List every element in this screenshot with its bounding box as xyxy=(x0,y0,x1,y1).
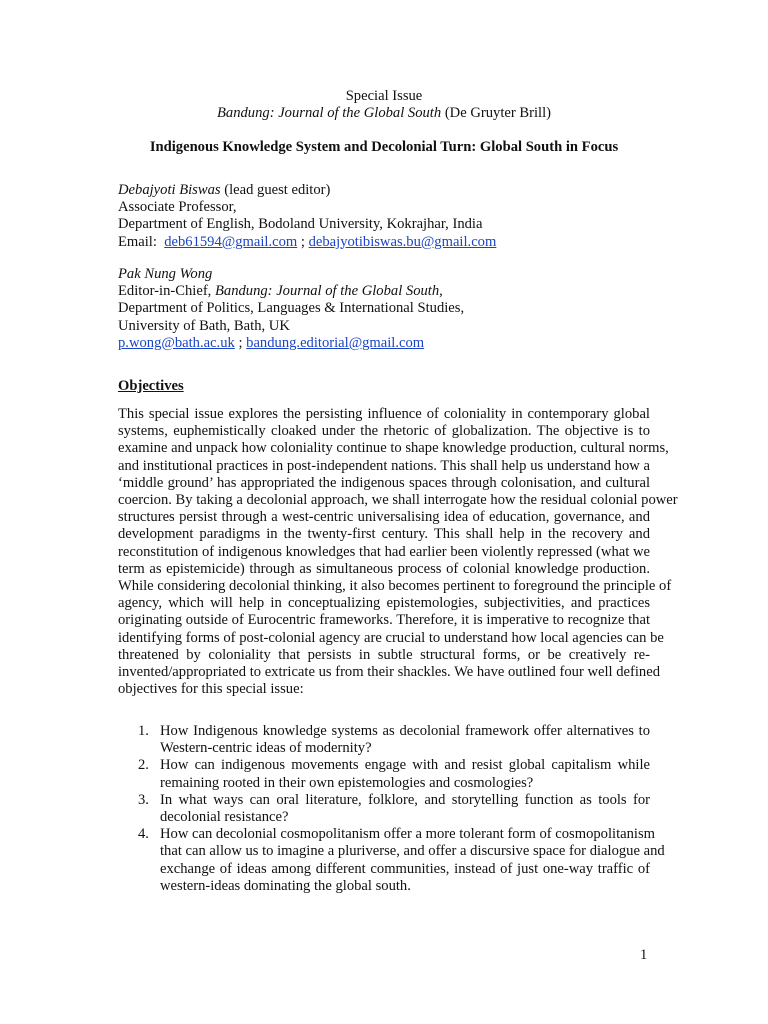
editor-in-chief-email-link-1[interactable]: p.wong@bath.ac.uk xyxy=(118,334,235,351)
paragraph-line: term as epistemicide) through as simultaneous process of colonial knowledge production. xyxy=(118,560,650,577)
paragraph-line: systems, euphemistically cloaked under the rhetoric of globalization. The objective is to xyxy=(118,423,650,440)
special-issue-label: Special Issue xyxy=(345,88,423,104)
list-item-line: How can decolonial cosmopolitanism offer a more tolerant form of cosmopolitanism xyxy=(160,826,655,843)
paragraph-line: and institutional practices in post-independent nations. This shall help us understand how a xyxy=(118,457,650,474)
list-item-line: decolonial resistance? xyxy=(160,809,289,826)
list-item-number: 4. xyxy=(138,826,149,843)
list-item-line: remaining rooted in their own epistemologies and cosmologies? xyxy=(160,774,534,791)
lead-editor-name: Debajyoti Biswas xyxy=(118,182,221,198)
paragraph-line: agency, which will help in conceptualizing epistemologies, subjectivities, and practices xyxy=(118,595,650,612)
paragraph-line: This special issue explores the persisting influence of coloniality in contemporary global xyxy=(118,406,650,422)
editor-in-chief-department: Department of Politics, Languages & International Studies, xyxy=(118,300,465,317)
lead-editor-email-link-2[interactable]: debajyotibiswas.bu@gmail.com xyxy=(308,233,497,250)
list-item-line: exchange of ideas among different communities, instead of just one-way traffic of xyxy=(160,860,650,877)
editor-in-chief-name: Pak Nung Wong xyxy=(118,266,213,282)
paragraph-line: identifying forms of post-colonial agency are crucial to understand how local agencies can be xyxy=(118,629,664,646)
paragraph-line: development paradigms in the twenty-first century. This shall help in the recovery and xyxy=(118,526,650,543)
paragraph-line: originating outside of Eurocentric frameworks. Therefore, it is imperative to recognize that xyxy=(118,612,650,629)
objectives-heading: Objectives xyxy=(118,378,184,394)
paragraph-line: structures persist through a west-centric universalising idea of education, governance, and xyxy=(118,509,650,526)
publisher-name: (De Gruyter Brill) xyxy=(441,105,551,121)
paragraph-line: examine and unpack how coloniality continue to shape knowledge production, cultural norms, xyxy=(118,440,669,457)
paragraph-line: objectives for this special issue: xyxy=(118,681,304,698)
journal-name: Bandung: Journal of the Global South xyxy=(217,105,442,121)
page-title: Indigenous Knowledge System and Decolonial Turn: Global South in Focus xyxy=(149,139,619,155)
list-item xyxy=(118,792,650,826)
paragraph-line: ‘middle ground’ has appropriated the indigenous spaces through colonisation, and cultural xyxy=(118,474,650,491)
lead-editor-department: Department of English, Bodoland University, Kokrajhar, India xyxy=(118,216,483,233)
objectives-paragraph xyxy=(118,406,678,698)
lead-editor-position: Associate Professor, xyxy=(118,199,237,216)
list-item xyxy=(118,757,650,791)
list-item-line: that can allow us to imagine a pluriverse, and offer a discursive space for dialogue and xyxy=(160,843,665,860)
list-item xyxy=(118,723,650,757)
paragraph-line: threatened by coloniality that persists in subtle structural forms, or be creatively re- xyxy=(118,646,650,663)
editor-in-chief-email-line: p.wong@bath.ac.uk ; bandung.editorial@gmail.com xyxy=(118,334,425,351)
journal-line xyxy=(0,105,768,122)
paragraph-line: coercion. By taking a decolonial approach, we shall interrogate how the residual colonial power xyxy=(118,492,678,509)
lead-editor-name-line: Debajyoti Biswas (lead guest editor) xyxy=(118,182,331,198)
list-item-number: 2. xyxy=(138,757,149,774)
list-item-line: In what ways can oral literature, folklore, and storytelling function as tools for xyxy=(160,791,650,808)
objectives-list-items xyxy=(118,723,665,895)
paragraph-lines xyxy=(118,406,678,698)
list-item-line: western-ideas dominating the global south. xyxy=(160,877,411,894)
list-item-line: Western-centric ideas of modernity? xyxy=(160,740,372,757)
lead-editor-email-link-1[interactable]: deb61594@gmail.com xyxy=(164,233,298,250)
list-item-line: How can indigenous movements engage with and resist global capitalism while xyxy=(160,757,650,774)
paragraph-line: While considering decolonial thinking, it also becomes pertinent to foreground the principle of xyxy=(118,578,672,595)
editor-in-chief-block xyxy=(118,266,650,352)
list-item-number: 1. xyxy=(138,723,149,739)
list-item-line: How Indigenous knowledge systems as decolonial framework offer alternatives to xyxy=(160,723,650,739)
list-item xyxy=(118,826,665,895)
objectives-list xyxy=(118,723,665,895)
editor-in-chief-email-link-2[interactable]: bandung.editorial@gmail.com xyxy=(246,334,425,351)
paragraph-line: reconstitution of indigenous knowledges that had earlier been violently repressed (what we xyxy=(118,543,650,560)
lead-editor-email-line: Email: deb61594@gmail.com ; debajyotibiswas.bu@gmail.com xyxy=(118,233,497,250)
list-item-number: 3. xyxy=(138,791,149,808)
lead-editor-block xyxy=(118,182,650,251)
editor-in-chief-role: Editor-in-Chief, Bandung: Journal of the Global South, xyxy=(118,283,443,300)
editor-in-chief-university: University of Bath, Bath, UK xyxy=(118,317,290,334)
page-number: 1 xyxy=(640,947,648,963)
paragraph-line: invented/appropriated to extricate us from their shackles. We have outlined four well defined xyxy=(118,664,660,681)
